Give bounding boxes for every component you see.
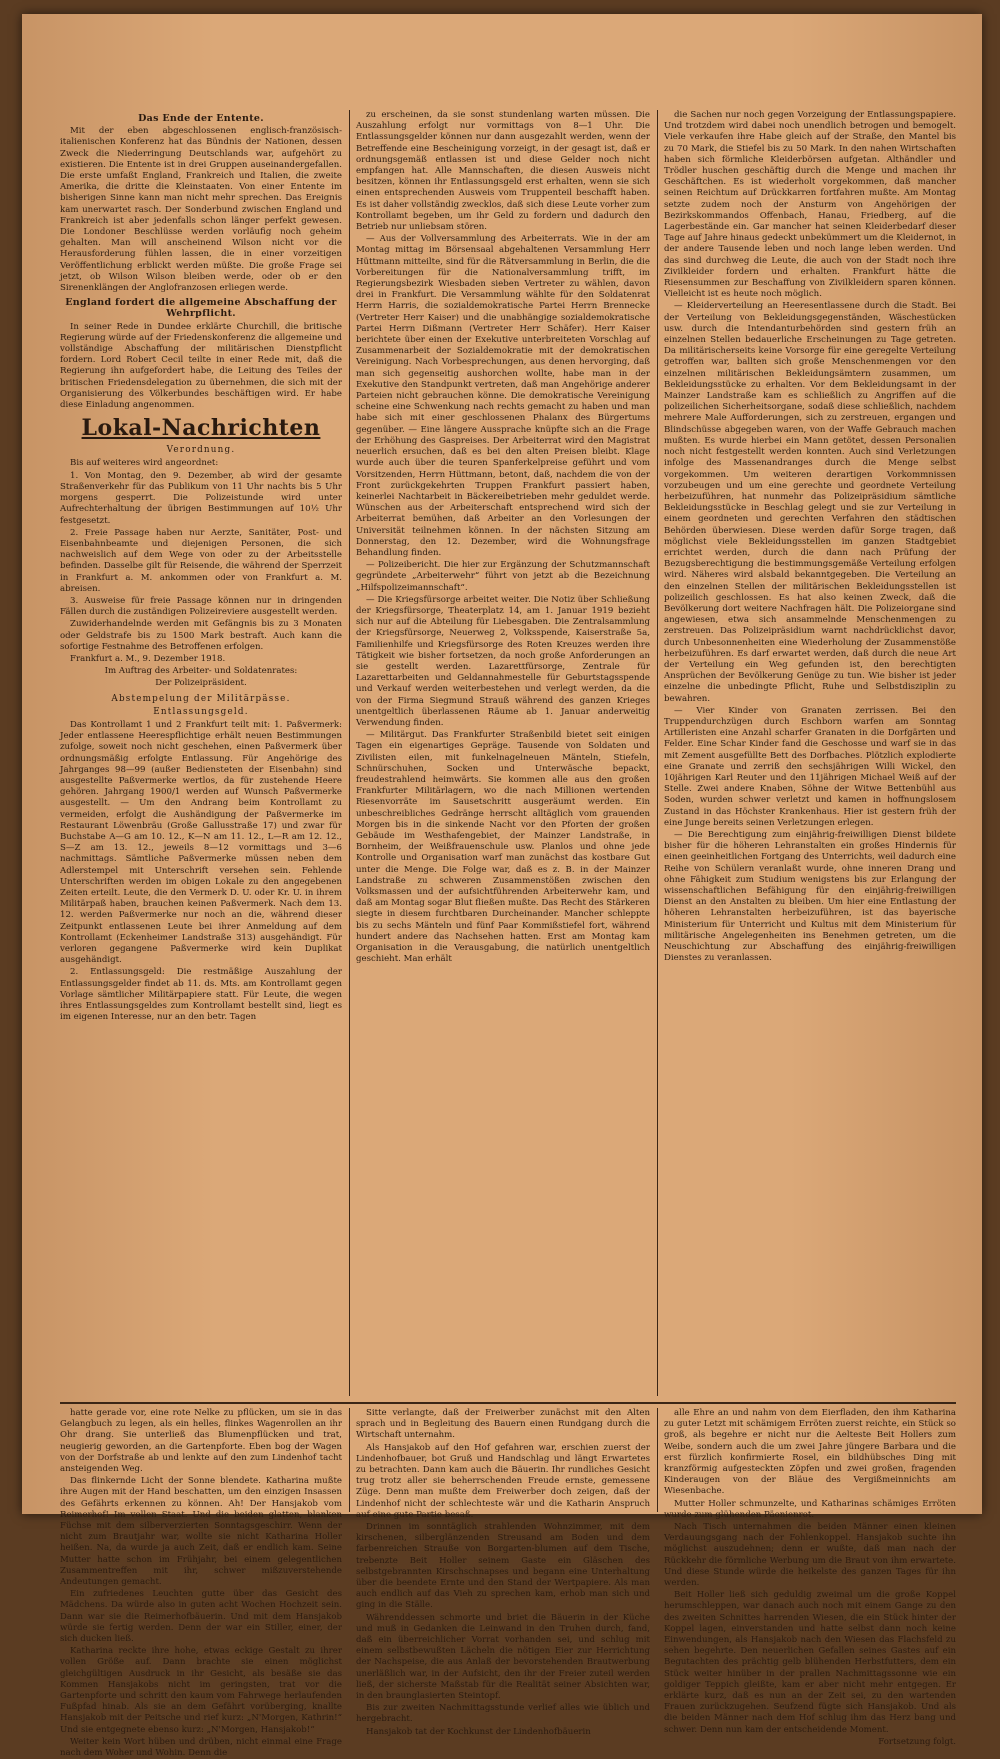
feuilleton-column-2	[356, 1408, 650, 1737]
article-einjaehrig: — Die Berechtigung zum einjährig-freiwilligen Dienst bildete bisher für die höheren Lehranstalten ein großes Hindernis für einen geeinheitlichen Fortgang des Unterrichts, weil dadurch eine Reihe von Schülern veranlaßt wurde, ohne inneren Drang und ohne Fähigkeit zum Studium wenigstens bis zur Erlangung der wissenschaftlichen Befähigung für den einjährig-freiwilligen Dienst an den Anstalten zu bleiben. Um hier eine Entlastung der höheren Lehranstalten herbeizuführen, ist das bayerische Ministerium für Unterricht und Kultus mit dem Ministerium für militärische Angelegenheiten ins Benehmen getreten, um die Neuschichtung zur Abschaffung des einjährig-freiwilligen Dienstes zu veranlassen.	[664, 830, 956, 964]
article-entlassungsgeld-cont: zu erscheinen, da sie sonst stundenlang warten müssen. Die Auszahlung erfolgt nur vormittags von 8—1 Uhr. Die Entlassungsgelder können nur dann ausgezahlt werden, wenn der Betreffende eine Bescheinigung vorzeigt, in der gesagt ist, daß er ordnungsgemäß entlassen ist und diese Gelder noch nicht empfangen hat. Alle Mannschaften, die diesen Ausweis nicht besitzen, können ihr Entlassungsgeld erst erhalten, wenn sie sich einen entsprechenden Ausweis vom Truppenteil beschafft haben. Es ist daher vollständig zwecklos, daß sich diese Leute vorher zum Kontrollamt begeben, um ihr Geld zu fordern und dadurch den Betrieb nur unliebsam stören.	[356, 110, 650, 233]
story-paragraph: hatte gerade vor, eine rote Nelke zu pflücken, um sie in das Gelangbuch zu legen, als ein helles, flinkes Wagenrollen an ihr Ohr drang. Sie unterließ das Blumenpflücken und trat, neugierig geworden, an die Gartenpforte. Eben bog der Wagen von der Dorfstraße ab und lenkte auf den zum Lindenhof tacht ansteigenden Weg.	[60, 1408, 342, 1475]
story-paragraph: Katharina reckte ihre hohe, etwas eckige Gestalt zu ihrer vollen Größe auf. Dann brachte sie einen möglichst gleichgültigen Ausdruck in ihr Gesicht, als besäße sie das Kommen Hansjakobs nicht im geringsten, trat vor die Gartenpforte und schritt den kaum vom Fahrwege herlaufenden Fußpfad hinab. Als sie an dem Gefährt vorüberging, knallte Hansjakob mit der Peitsche und rief kurz: „N'Morgen, Kathrin!“ Und sie entgegnete ebenso kurz: „N'Morgen, Hansjakob!“	[60, 1646, 342, 1735]
heading-entente: Das Ende der Entente.	[138, 113, 264, 124]
subheading-entlassungsgeld: Entlassungsgeld.	[153, 706, 249, 717]
story-paragraph: Drinnen im sonntäglich strahlenden Wohnzimmer, mit dem kirschenen, silberglänzenden Streusand am Boden und dem farbenreichen Strauße von Borgarten-blumen auf dem Tische, trebenzte Beit Holler seinem Gaste ein Gläschen des selbstgebrannten Kirschschnapses und begann eine Unterhaltung über die beendete Ernte und den Stand der Wertpapiere. Als man auch endlich auf das Vieh zu sprechen kam, erhob man sich und ging in die Ställe.	[356, 1522, 650, 1611]
heading-verordnung: Verordnung.	[166, 445, 236, 456]
newspaper-page	[22, 14, 982, 1759]
article-entlassungsgeld: 2. Entlassungsgeld: Die restmäßige Auszahlung der Entlassungsgelder findet ab 11. ds. Mts. am Kontrollamt gegen Vorlage sämtlicher Militärpapiere statt. Für Leute, die wegen ihres Entlassungsgeldes zum Kontrollamt bestellt sind, liegt es im eigenen Interesse, nur an den betr. Tagen	[60, 967, 342, 1023]
section-title-lokal: Lokal-Nachrichten	[81, 415, 321, 442]
heading-england: England fordert die allgemeine Abschaffung der Wehrpflicht.	[65, 297, 337, 320]
article-england: In seiner Rede in Dundee erklärte Churchill, die britische Regierung würde auf der Friedenskonferenz die allgemeine und vollständige Abschaffung der militärischen Dienstpflicht fordern. Lord Robert Cecil teilte in einer Rede mit, daß die Regierung ihn aufgefordert habe, die Leitung des Teiles der britischen Friedensdelegation zu übernehmen, die sich mit der Organisierung des Völkerbundes beschäftigen wird. Er habe diese Einladung angenommen.	[60, 321, 342, 411]
article-entente: Mit der eben abgeschlossenen englisch-französisch-italienischen Konferenz hat das Bündnis der Nationen, dessen Zweck die Niederringung Deutschlands war, aufgehört zu existieren. Die Entente ist in drei Gruppen auseinandergefallen. Die erste umfaßt England, Frankreich und Italien, die zweite Amerika, die dritte die Kleinstaaten. Von einer Entente im bisherigen Sinne kann man nicht mehr sprechen. Das Ereignis kam unerwartet rasch. Der Sonderbund zwischen England und Frankreich ist aber jedenfalls schon länger perfekt gewesen. Die Londoner Beschlüsse werden vorläufig noch geheim gehalten. Man will anscheinend Wilson nicht vor die Herausforderung fühlen lassen, die in einer vorzeitigen Veröffentlichung erblickt werden müßte. Die große Frage sei jetzt, ob Wilson Wilson bleiben werde, oder ob er den Sirenenklängen der Anglofranzosen erliegen werde.	[60, 126, 342, 294]
story-paragraph: Ein zufriedenes Leuchten gutte über das Gesicht des Mädchens. Da würde also in guten acht Wochen Hochzeit sein. Dann war sie die Reimerhofbäuerin. Und mit dem Hansjakob würde sie fertig werden. Denn der war ein Stiller, einer, der sich ducken ließ.	[60, 1589, 342, 1645]
column-3	[664, 110, 956, 1396]
story-paragraph: Mutter Holler schmunzelte, und Katharinas schämiges Erröten wurde zum glühenden Päonienrot.	[664, 1498, 956, 1520]
verordnung-item-2: 2. Freie Passage haben nur Aerzte, Sanitäter, Post- und Eisenbahnbeamte und diejenigen Personen, die sich nachweislich auf dem Wege von oder zu der Arbeitsstelle befinden. Dasselbe gilt für Reisende, die während der Sperrzeit in Frankfurt a. M. ankommen oder von Frankfurt a. M. abreisen.	[60, 527, 342, 594]
article-vollversammlung: — Aus der Vollversammlung des Arbeiterrats. Wie in der am Montag mittag im Börsensaal abgehaltenen Versammlung Herr Hüttmann mitteilte, sind für die Rätversammlung in Berlin, die die Vorbereitungen für die Nationalversammlung trifft, im Regierungsbezirk Wiesbaden sieben Vertreter zu wählen, davon drei in Frankfurt. Die Versammlung wählte für den Soldatenrat Herrn Harris, die sozialdemokratische Partei Herrn Brennecke (Vertreter Herr Kaiser) und die unabhängige sozialdemokratische Partei Herrn Dißmann (Vertreter Herr Schäfer). Herr Kaiser berichtete über einen der Exekutive unterbreiteten Vorschlag auf Zusammenarbeit der Sozialdemokratie mit der demokratischen Vereinigung. Nach Vorbesprechungen, aus denen hervorging, daß man sich gegenseitig aushorchen wollte, habe man in der Exekutive den Standpunkt vertreten, daß man Angehörige anderer Parteien nicht gebrauchen könne. Die demokratische Vereinigung scheine eine Schwenkung nach rechts gemacht zu haben und man habe sich mit einer geschlossenen Phalanx des Bürgertums gegenüber. — Eine längere Aussprache knüpfte sich an die Frage der Erhöhung des Gaspreises. Der Arbeiterrat wird den Magistrat neuerlich ersuchen, daß es bei den alten Preisen bleibt. Klage wurde auch über die teuren Spanferkelpreise geführt und vom Vorsitzenden, Herrn Hüttmann, betont, daß, nachdem die von der Front zurückgekehrten Truppen Frankfurt passiert haben, keinerlei Nachtarbeit in Bäckereibetrieben mehr geduldet werde. Wünschen aus der Arbeiterschaft entsprechend wird sich der Arbeiterrat bemühen, daß Arbeiter an den Vorlesungen der Universität teilnehmen können. In der nächsten Sitzung am Donnerstag, den 12. Dezember, wird die Wohnungsfrage Behandlung finden.	[356, 234, 650, 558]
verordnung-date: Frankfurt a. M., 9. Dezember 1918.	[70, 653, 226, 664]
story-paragraph: Das flinkernde Licht der Sonne blendete. Katharina mußte ihre Augen mit der Hand beschatten, um den einzigen Insassen des Gefährts erkennen zu können. Ah! Der Hansjakob vom Reimerhof! Im vollen Staat. Und die beiden glatten, blanken Füchse mit dem silberverzierten Sonntagsgeschirr. Wenn der nicht zum Brautjahr war, wollte sie nicht Katharina Holler heißen. Na, da wurde ja auch Zeit, daß er endlich kam. Seine Mutter hatte schon im Frühjahr, bei einem gelegentlichen Zusammentreffen mit ihr, schwer mißzuverstehende Andeutungen gemacht.	[60, 1476, 342, 1588]
heading-abstempelung: Abstempelung der Militärpässe.	[111, 693, 291, 704]
article-passvermerk: Das Kontrollamt 1 und 2 Frankfurt teilt mit: 1. Paßvermerk: Jeder entlassene Heerespflichtige erhält neuen Bestimmungen zufolge, soweit noch nicht geschehen, einen Paßvermerk über ordnungsmäßig erfolgte Entlassung. Für Angehörige des Jahrganges 98—99 (außer Bediensteten der Eisenbahn) sind ausgestellte Paßvermerke wertlos, da für zustehende Heere gehören. Jahrgang 1900/1 werden auf Wunsch Paßvermerke ausgestellt. — Um den Andrang beim Kontrollamt zu vermeiden, erfolgt die Aushändigung der Paßvermerke im Restaurant Löwenbräu (Große Gallusstraße 17) und zwar für Buchstabe A—G am 10. 12., K—N am 11. 12., L—R am 12. 12., S—Z am 13. 12., jeweils 8—12 vormittags und 3—6 nachmittags. Sämtliche Paßvermerke müssen neben dem Adlerstempel mit Unterschrift versehen sein. Fehlende Unterschriften werden im obigen Lokale zu den angegebenen Zeiten erteilt. Leute, die den Vermerk D. U. oder Kr. U. in ihrem Militärpaß haben, brauchen keinen Paßvermerk. Nach dem 13. 12. werden Paßvermerke nur noch an die, während dieser Zeitpunkt entlassenen Leute bei ihrer Anmeldung auf dem Kontrollamt (Eckenheimer Landstraße 313) ausgehändigt. Für verloren gegangene Paßvermerke wird kein Duplikat ausgehändigt.	[60, 719, 342, 966]
column-1	[60, 110, 342, 1396]
verordnung-authority: Im Auftrag des Arbeiter- und Soldatenrates:	[104, 666, 298, 677]
feuilleton-column-1	[60, 1408, 342, 1759]
story-paragraph: Als Hansjakob auf den Hof gefahren war, erschien zuerst der Lindenhofbauer, bot Gruß und Handschlag und längt Erwartetes zu betrachten. Dann kam auch die Bäuerin. Ihr rundliches Gesicht trug trotz aller sie beherrschenden Freude ernste, gemessene Züge. Denn man mußte dem Freiwerber doch zeigen, daß der Lindenhof nicht der schlechteste wär und die Katharin Anspruch auf eine gute Partie besaß.	[356, 1442, 650, 1520]
feuilleton-divider	[60, 1402, 956, 1404]
verordnung-penalty: Zuwiderhandelnde werden mit Gefängnis bis zu 3 Monaten oder Geldstrafe bis zu 1500 Mark bestraft. Auch kann die sofortige Festnahme des Betroffenen erfolgen.	[60, 619, 342, 652]
article-militaergut: — Militärgut. Das Frankfurter Straßenbild bietet seit einigen Tagen ein eigenartiges Gepräge. Tausende von Soldaten und Zivilisten eilen, mit funkelnagelneuen Mänteln, Stiefeln, Schnürschuhen, Socken und Unterwäsche bepackt, freudestrahlend heimwärts. Sie kommen alle aus den großen Frankfurter Militärlagern, wo die nach Millionen wertenden Riesenvorräte im Sausetschritt ausgeräumt werden. Ein unbeschreibliches Gedränge herrscht alltäglich vom grauenden Morgen bis in die sinkende Nacht vor den Pforten der großen Gebäude im Westhafengebiet, der Mainzer Landstraße, in Bornheim, der Weißfrauenschule usw. Planlos und ohne jede Kontrolle und Organisation warf man zunächst das kostbare Gut unter die Menge. Die Folge war, daß es z. B. in der Mainzer Landstraße zu schweren Zusammenstößen zwischen den Volksmassen und der aufsichtführenden Arbeiterwehr kam, und daß am Montag sogar Blut fließen mußte. Das Recht des Stärkeren siegte in diesem furchtbaren Durcheinander. Mancher schleppte bis zu sechs Mänteln und fünf Paar Kommißstiefel fort, während hundert andere das Nachsehen hatten. Erst am Montag kam Organisation in die Verausgabung, die natürlich unentgeltlich geschieht. Man erhält	[356, 730, 650, 965]
story-paragraph: Währenddessen schmorte und briet die Bäuerin in der Küche und muß in Gedanken die Leinwand in den Truhen durch, fand, daß ein überreichlicher Vorrat vorhanden sei, und schlug mit einem selbstbewußten Lächeln die nötigen Eier zur Herrichtung der Nachspeise, die aus Anlaß der bevorstehenden Brautwerbung unerläßlich war, in der Aufsicht, den ihr der Freier zuteil werden ließ, der sicherste Maßstab für die Realität seiner Absichten war, in den braunglasierten Steintopf.	[356, 1612, 650, 1702]
story-paragraph: Nach Tisch unternahmen die beiden Männer einen kleinen Verdauungsgang nach der Fohlenkoppel. Hansjakob suchte ihn möglichst auszudehnen; denn er wußte, daß man nach der Rückkehr die förmliche Werbung um die Braut von ihm erwartete. Und diese Stunde würde die heikelste des ganzen Tages für ihn werden.	[664, 1522, 956, 1589]
article-kriegsfuersorge: — Die Kriegsfürsorge arbeitet weiter. Die Notiz über Schließung der Kriegsfürsorge, Theaterplatz 14, am 1. Januar 1919 bezieht sich nur auf die Abteilung für Liebesgaben. Die Zentralsammlung der Kriegsfürsorge, Neuerweg 2, Volksspende, Kaiserstraße 5a, Familienhilfe und Kriegsfürsorge des Roten Kreuzes werden ihre Tätigkeit wie bisher fortsetzen, da noch große Anforderungen an sie gestellt werden. Lazarettfürsorge, Zentrale für Lazarettarbeiten und Geldannahmestelle für Geburtstagsspende und Verkauf werden weiterbestehen und verlegt werden, da die von der Firma Siegmund Strauß während des ganzen Krieges unentgeltlich überlassenen Räume ab 1. Januar anderweitig Verwendung finden.	[356, 594, 650, 728]
column-divider-2	[657, 110, 658, 1396]
column-divider-1	[349, 110, 350, 1396]
feuilleton-divider-1	[349, 1408, 350, 1512]
article-polizeibericht: — Polizeibericht. Die hier zur Ergänzung der Schutzmannschaft gegründete „Arbeiterwehr“ führt von jetzt ab die Bezeichnung „Hilfspolizeimannschaft“.	[356, 560, 650, 593]
continuation-note: Fortsetzung folgt.	[878, 1736, 956, 1747]
verordnung-signature: Der Polizeipräsident.	[155, 678, 247, 689]
story-paragraph: Hansjakob tat der Kochkunst der Lindenhofbäuerin	[366, 1726, 591, 1737]
story-paragraph: alle Ehre an und nahm von dem Eierfladen, den ihm Katharina zu guter Letzt mit schämigem Erröten zuerst reichte, ein Stück so groß, als begehre er nicht nur die Aelteste Beit Hollers zum Weibe, sondern auch die um zwei Jahre jüngere Barbara und die erst fürzlich konfirmierte Rosel, ein bildhübsches Ding mit kranzförmig aufgesteckten Zöpfen und zwei großen, fragenden Kinderaugen von der Bläue des Vergißmeinnichts am Wiesenbache.	[664, 1408, 956, 1497]
story-paragraph: Sitte verlangte, daß der Freiwerber zunächst mit den Alten sprach und in Begleitung des Bauern einen Rundgang durch die Wirtschaft unternahm.	[356, 1408, 650, 1441]
story-paragraph: Bis zur zweiten Nachmittagsstunde verlief alles wie üblich und hergebracht.	[356, 1703, 650, 1725]
verordnung-item-3: 3. Ausweise für freie Passage können nur in dringenden Fällen durch die zuständigen Polizeireviere ausgestellt werden.	[60, 595, 342, 618]
verordnung-item-1: 1. Von Montag, den 9. Dezember, ab wird der gesamte Straßenverkehr für das Publikum von 11 Uhr nachts bis 5 Uhr morgens gesperrt. Die Polizeistunde wird unter Aufrechterhaltung der übrigen Bestimmungen auf 10½ Uhr festgesetzt.	[60, 470, 342, 526]
feuilleton-column-3	[664, 1408, 956, 1747]
story-paragraph: Beit Holler ließ sich geduldig zweimal um die große Koppel herumschleppen, war danach auch noch mit einem Gange zu den des zweiten Schnittes harrenden Wiesen, die ein Stück hinter der Koppel lagen, einverstanden und hatte selbst dann noch keine Einwendungen, als Hansjakob nach den Wiesen das Flachsfeld zu sehen begehrte. Den neuerlichen Gefallen seines Gastes auf ein Begutachten des prächtig gelb blühenden Herbstfutters, dem ein Stück weiter hinüber in der prallen Nachmittagssonne wie ein goldiger Teppich gleißte, kam er aber nicht mehr entgegen. Er erklärte kurz, daß es nun an der Zeit sei, zu den wartenden Frauen zurückzugehen. Seufzend fügte sich Hansjakob. Und als die beiden Männer nach dem Hof schlug ihm das Herz bang und schwer. Denn nun kam der entscheidende Moment.	[664, 1590, 956, 1735]
article-militaergut-cont: die Sachen nur noch gegen Vorzeigung der Entlassungspapiere. Und trotzdem wird dabei noch unendlich betrogen und bemogelt. Viele verkaufen ihre Habe gleich auf der Straße, den Mantel bis zu 70 Mark, die Stiefel bis zu 50 Mark. In den nahen Wirtschaften haben sich förmliche Kleiderbörsen aufgetan. Althändler und Trödler huschen geschäftig durch die Menge und machen ihr Geschäftchen. Es ist wiederholt vorgekommen, daß mancher seinen Reichtum auf Drückkarren fortfahren mußte. Am Montag setzte zudem noch der Ansturm von Angehörigen der Bezirkskommandos Offenbach, Hanau, Friedberg, auf die Lagerbestände ein. Gar mancher hat seinen Kleiderbedarf dieser Tage auf Jahre hinaus gedeckt unbekümmert um die Kleidernot, in der andere Tausende leben und noch lange leben werden. Und das sind durchweg die Leute, die auch von der Stadt noch ihre Zivilkleider fordern und erhalten. Frankfurt hätte die Riesensummen zur Beschaffung von Zivilkleidern sparen können. Vielleicht ist es heute noch möglich.	[664, 110, 956, 300]
feuilleton-divider-2	[657, 1408, 658, 1512]
verordnung-intro: Bis auf weiteres wird angeordnet:	[70, 458, 219, 469]
column-2	[356, 110, 650, 1396]
story-paragraph: Weiter kein Wort hüben und drüben, nicht einmal eine Frage nach dem Woher und Wohin. Denn die	[60, 1736, 342, 1759]
article-kleiderverteilung: — Kleiderverteilung an Heeresentlassene durch die Stadt. Bei der Verteilung von Bekleidungsgegenständen, Wäschestücken usw. durch die Intendanturbehörden sind gestern früh an einzelnen Stellen bedauerliche Erscheinungen zu Tage getreten. Da militärischerseits keine Vorsorge für eine geregelte Verteilung getroffen war, ballten sich große Menschenmengen vor den einzelnen militärischen Bekleidungsämtern zusammen, um Bekleidungsstücke zu erhalten. Vor dem Bekleidungsamt in der Mainzer Landstraße kam es schließlich zu Angriffen auf die polizeilichen Sicherheitsorgane, sodaß diese schließlich, nachdem mehrere Male Aufforderungen, sich zu zerstreuen, ergangen und Blindschüsse abgegeben waren, von der Waffe Gebrauch machen mußten. Es wurde hierbei ein Mann getötet, dessen Personalien noch nicht festgestellt werden konnten. Auch sind Verletzungen infolge des Massenandranges durch die Menge selbst vorgekommen. Um weiteren derartigen Vorkommnissen vorzubeugen und um eine gerechte und geordnete Verteilung herbeizuführen, hat nunmehr das Polizeipräsidium sämtliche Bekleidungsstücke in Beschlag gelegt und sie zur Verteilung in einem geordneten und gerechten Verfahren den städtischen Behörden überwiesen. Diese werden dafür Sorge tragen, daß möglichst viele Bekleidungsstellen im ganzen Stadtgebiet errichtet werden, durch die dann nach Prüfung der Bezugsberechtigung die bestimmungsgemäße Verteilung erfolgen wird. Näheres wird alsbald bekanntgegeben. Die Verteilung an den einzelnen Stellen der militärischen Bekleidungsstellen ist polizeilich geschlossen. Es hat also keinen Zweck, daß die Bevölkerung dort weitere Nachfragen hält. Die Polizeiorgane sind angewiesen, etwa sich ansammelnde Menschenmengen zu zerstreuen. Das Polizeipräsidium warnt nachdrücklichst davor, durch Unbesonnenheiten eine Wiederholung der Zusammenstöße herbeizuführen. Es darf erwartet werden, daß durch die neue Art der Verteilung ein Weg gefunden ist, den berechtigten Ansprüchen der Bevölkerung Genüge zu tun. Wie bisher ist jeder einzelne die unbedingte Pflicht, Ruhe und Selbstdisziplin zu bewahren.	[664, 301, 956, 704]
article-granaten: — Vier Kinder von Granaten zerrissen. Bei den Truppendurchzügen durch Eschborn warfen am Sonntag Artilleristen eine Anzahl scharfer Granaten in die Dorfgärten und Felder. Eine Schar Kinder fand die Geschosse und warf sie in das mit Zement ausgefüllte Bett des Dorfbaches. Plötzlich explodierte eine Granate und zerriß den sechsjährigen Willi Wickel, den 10jährigen Karl Reuter und den 11jährigen Michael Weiß auf der Stelle. Zwei andere Knaben, Söhne der Witwe Bettenbühl aus Soden, wurden schwer verletzt und kamen in hoffnungslosem Zustand in das Höchster Krankenhaus. Hier ist gestern früh der eine Junge bereits seinen Verletzungen erlegen.	[664, 705, 956, 828]
